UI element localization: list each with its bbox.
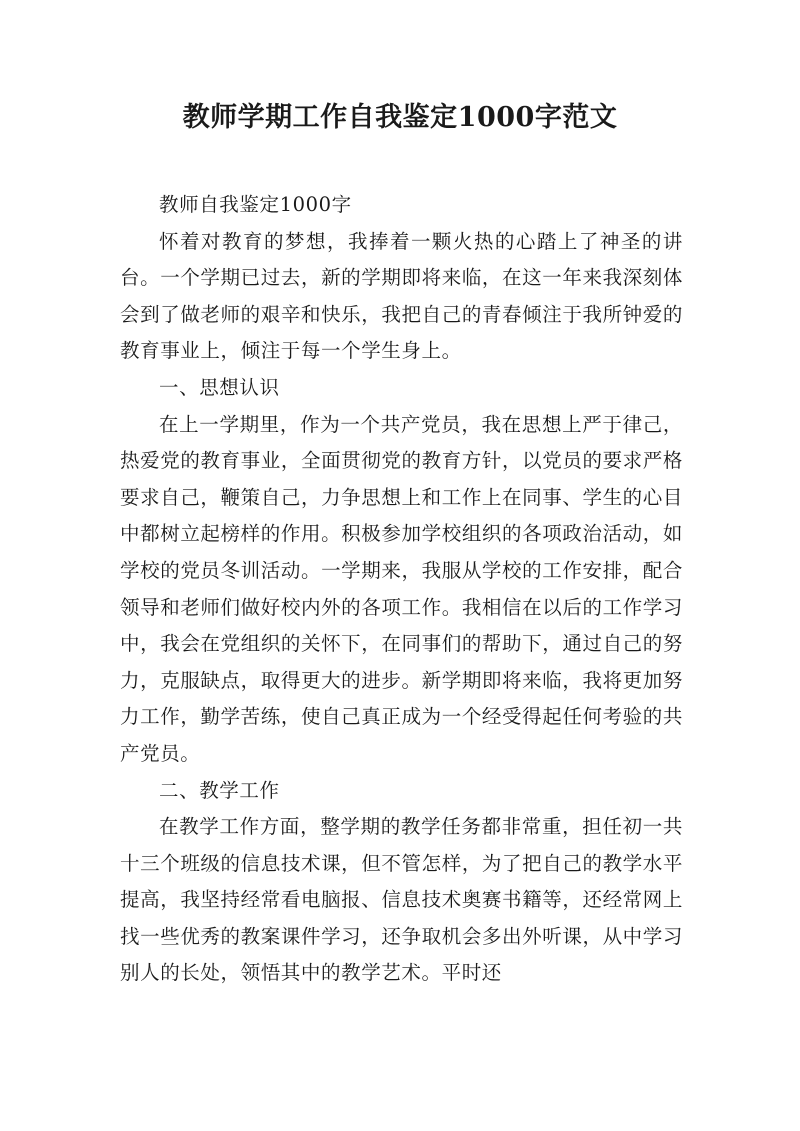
teaching-paragraph: 在教学工作方面，整学期的教学任务都非常重，担任初一共十三个班级的信息技术课，但不管怎样，为了把自己的教学水平提高，我坚持经常看电脑报、信息技术奥赛书籍等，还经常网上找一些优秀的教案课件学习，还争取机会多出外听课，从中学习别人的长处，领悟其中的教学艺术。平时还 (120, 815, 683, 985)
section-heading-teaching: 二、教学工作 (159, 778, 280, 802)
intro-paragraph: 怀着对教育的梦想，我捧着一颗火热的心踏上了神圣的讲台。一个学期已过去，新的学期即将来临，在这一年来我深刻体会到了做老师的艰辛和快乐，我把自己的青春倾注于我所钟爱的教育事业上，倾注于每一个学生身上。 (120, 229, 683, 363)
thought-paragraph: 在上一学期里，作为一个共产党员，我在思想上严于律己，热爱党的教育事业，全面贯彻党的教育方针，以党员的要求严格要求自己，鞭策自己，力争思想上和工作上在同事、学生的心目中都树立起榜样的作用。积极参加学校组织的各项政治活动，如学校的党员冬训活动。一学期来，我服从学校的工作安排，配合领导和老师们做好校内外的各项工作。我相信在以后的工作学习中，我会在党组织的关怀下，在同事们的帮助下，通过自己的努力，克服缺点，取得更大的进步。新学期即将来临，我将更加努力工作，勤学苦练，使自己真正成为一个经受得起任何考验的共产党员。 (120, 412, 683, 765)
document-body (120, 187, 683, 992)
subtitle-paragraph: 教师自我鉴定1000字 (159, 193, 352, 216)
section-heading-thought: 一、思想认识 (159, 375, 280, 399)
document-title: 教师学期工作自我鉴定1000字范文 (182, 102, 618, 133)
